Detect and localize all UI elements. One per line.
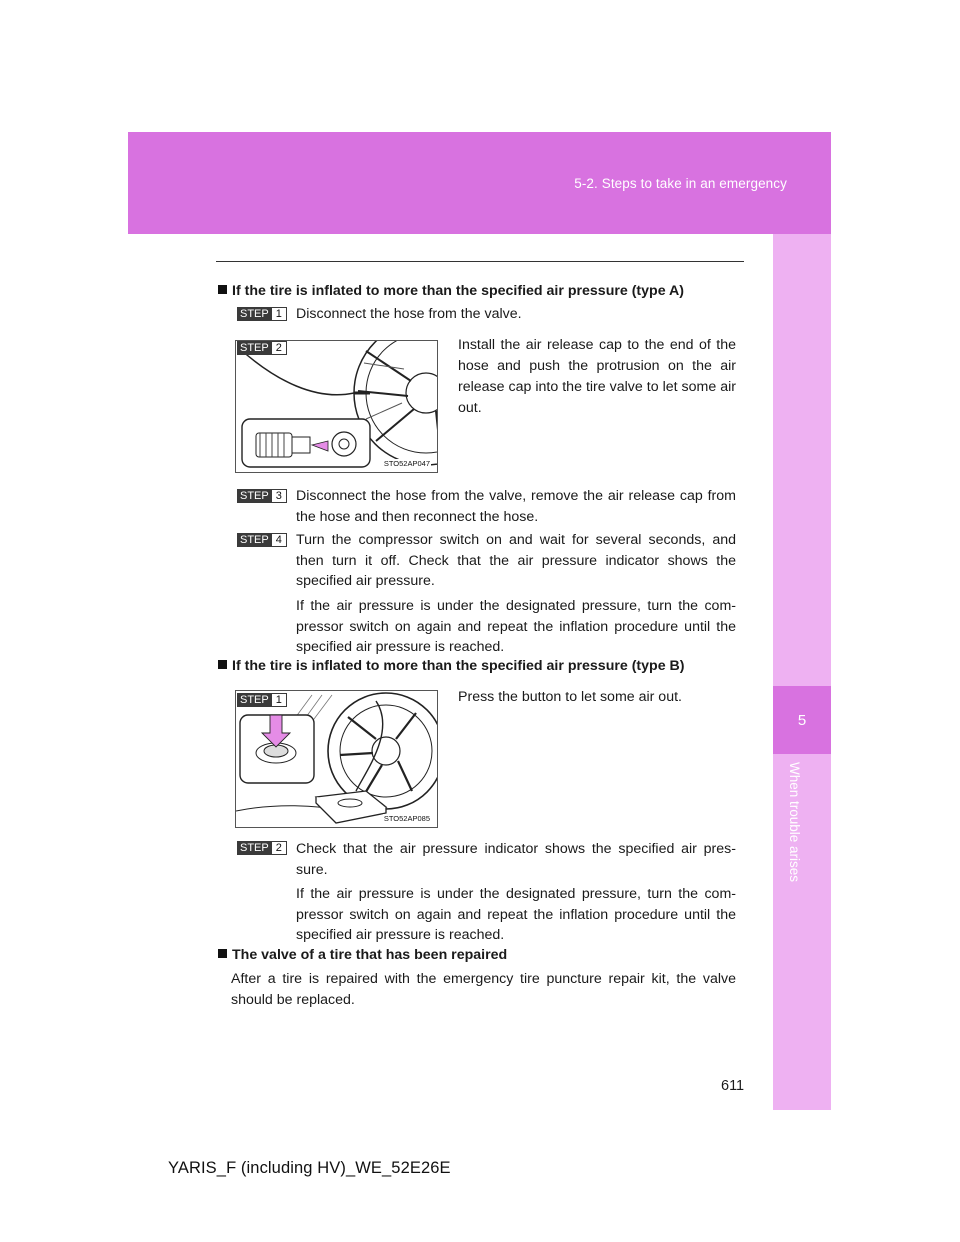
- figure-type-a: [235, 340, 438, 473]
- step-badge-a1: STEP 1: [237, 307, 287, 321]
- step-badge-b1: STEP 1: [237, 693, 287, 707]
- type-a-note: If the air pressure is under the designated pressure, turn the com-pressor switch on again and repeat the inflation procedure until the specified air pressure is reached.: [296, 598, 736, 655]
- step-a1-text: Disconnect the hose from the valve.: [296, 306, 522, 322]
- type-b-note: If the air pressure is under the designated pressure, turn the com-pressor switch on again and repeat the inflation procedure until the specified air pressure is reached.: [296, 886, 736, 943]
- chapter-number: 5: [773, 686, 831, 754]
- step-a3-text: Disconnect the hose from the valve, remove the air release cap from the hose and then reconnect the hose.: [296, 488, 736, 525]
- bullet-square-icon: [218, 660, 227, 669]
- step-badge-a4: STEP 4: [237, 533, 287, 547]
- step-a2-text: Install the air release cap to the end of the hose and push the protrusion on the air release cap into the tire valve to let some air out.: [458, 337, 736, 416]
- step-b2-text: Check that the air pressure indicator shows the specified air pres-sure.: [296, 841, 736, 878]
- section-title: 5-2. Steps to take in an emergency: [574, 176, 787, 191]
- valve-heading: The valve of a tire that has been repaired: [218, 945, 748, 966]
- page-number: 611: [721, 1078, 745, 1094]
- step-badge-b2: STEP 2: [237, 841, 287, 855]
- bullet-square-icon: [218, 949, 227, 958]
- side-tab-bottom: [773, 754, 831, 1110]
- valve-text: After a tire is repaired with the emergency tire puncture repair kit, the valve should be replaced.: [231, 971, 736, 1008]
- figure-code: STO52AP047: [383, 459, 430, 468]
- side-tab-top: [773, 234, 831, 686]
- document-footer: YARIS_F (including HV)_WE_52E26E: [168, 1159, 451, 1177]
- type-a-heading: If the tire is inflated to more than the specified air pressure (type A): [218, 281, 748, 302]
- compressor-button-illustration: [236, 691, 437, 827]
- step-b1-text: Press the button to let some air out.: [458, 689, 682, 705]
- header-rule: [216, 261, 744, 262]
- chapter-label: When trouble arises: [787, 762, 802, 883]
- step-badge-a3: STEP 3: [237, 489, 287, 503]
- step-a4-text: Turn the compressor switch on and wait for several seconds, and then turn it off. Check that the air pressure indicator shows the specified air pressure.: [296, 532, 736, 589]
- step-badge-a2: STEP 2: [237, 341, 287, 355]
- figure-code: STO52AP085: [383, 814, 430, 823]
- figure-type-b: [235, 690, 438, 828]
- bullet-square-icon: [218, 285, 227, 294]
- header-band: [128, 132, 831, 234]
- tire-valve-illustration: [236, 341, 437, 472]
- type-b-heading: If the tire is inflated to more than the specified air pressure (type B): [218, 656, 748, 677]
